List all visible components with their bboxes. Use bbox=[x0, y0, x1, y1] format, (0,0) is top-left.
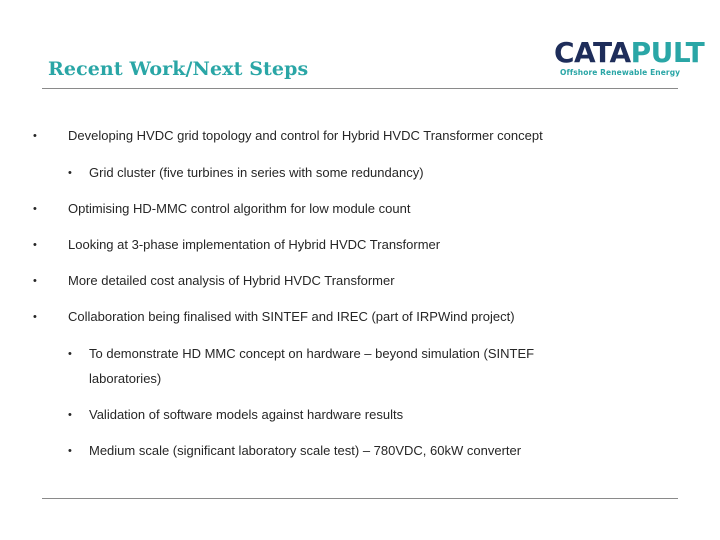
sub-bullet-item bbox=[0, 407, 720, 423]
sub-bullet-item bbox=[0, 165, 720, 181]
bullet-text-continuation: laboratories) bbox=[89, 371, 162, 386]
bullet-text: Validation of software models against hardware results bbox=[89, 407, 404, 422]
bullet-text: More detailed cost analysis of Hybrid HVDC Transformer bbox=[68, 273, 395, 288]
bullet-text: To demonstrate HD MMC concept on hardware – beyond simulation (SINTEF bbox=[89, 346, 535, 361]
bullet-item bbox=[0, 273, 720, 289]
bullet-icon: • bbox=[68, 348, 72, 360]
title-divider bbox=[42, 88, 678, 89]
sub-bullet-item bbox=[0, 443, 720, 459]
bullet-text: Looking at 3-phase implementation of Hybrid HVDC Transformer bbox=[68, 237, 441, 252]
sub-bullet-item bbox=[0, 346, 720, 388]
bullet-icon: • bbox=[33, 311, 37, 323]
bullet-icon: • bbox=[33, 130, 37, 142]
footer-divider bbox=[42, 498, 678, 499]
bullet-item bbox=[0, 309, 720, 325]
bullet-icon: • bbox=[33, 203, 37, 215]
bullet-item bbox=[0, 128, 720, 144]
bullet-text: Optimising HD-MMC control algorithm for low module count bbox=[68, 201, 411, 216]
bullet-icon: • bbox=[33, 275, 37, 287]
bullet-text: Collaboration being finalised with SINTEF and IREC (part of IRPWind project) bbox=[68, 309, 515, 324]
bullet-icon: • bbox=[68, 409, 72, 421]
bullet-item bbox=[0, 201, 720, 217]
bullet-item bbox=[0, 237, 720, 253]
logo-wordmark bbox=[554, 38, 704, 68]
bullet-text: Medium scale (significant laboratory scale test) – 780VDC, 60kW converter bbox=[89, 443, 522, 458]
logo-word-part1: CATA bbox=[554, 36, 631, 69]
logo-tagline: Offshore Renewable Energy bbox=[560, 68, 681, 77]
slide-title: Recent Work/Next Steps bbox=[48, 58, 309, 80]
logo-word-part2: PULT bbox=[630, 36, 705, 69]
bullet-icon: • bbox=[33, 239, 37, 251]
bullet-icon: • bbox=[68, 445, 72, 457]
catapult-logo bbox=[554, 36, 705, 80]
bullet-text: Grid cluster (five turbines in series with some redundancy) bbox=[89, 165, 424, 180]
bullet-icon: • bbox=[68, 167, 72, 179]
bullet-text: Developing HVDC grid topology and control for Hybrid HVDC Transformer concept bbox=[68, 128, 543, 143]
